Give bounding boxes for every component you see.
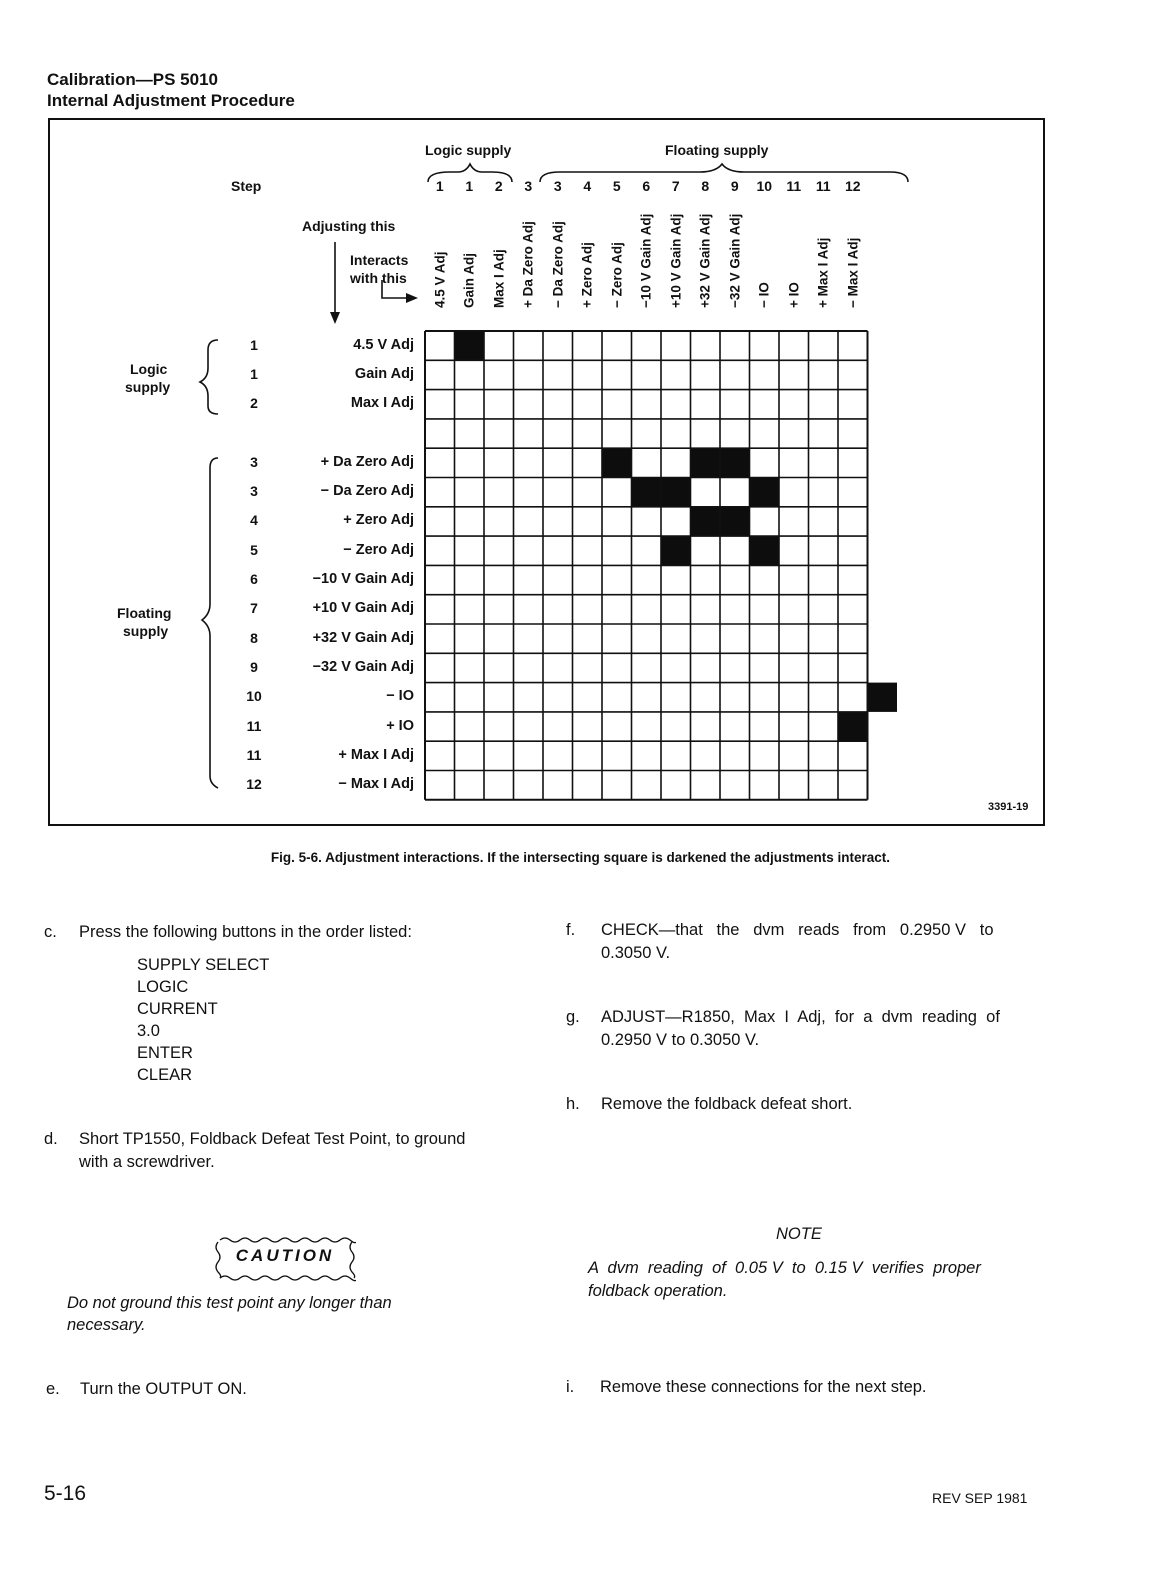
row-step-number: 3: [250, 453, 258, 470]
row-step-number: 12: [246, 776, 262, 793]
column-label-text: +32 V Gain Adj: [697, 213, 713, 308]
step-e-label: e.: [46, 1380, 60, 1398]
step-d-text-2: with a screwdriver.: [79, 1153, 215, 1171]
row-step-number: 1: [250, 365, 258, 382]
row-label: +32 V Gain Adj: [312, 629, 414, 646]
interaction-cell: [661, 478, 691, 507]
interaction-cell: [632, 478, 662, 507]
row-step-number: 2: [250, 395, 258, 412]
note-text-2: foldback operation.: [588, 1282, 728, 1300]
row-step-number: 11: [246, 717, 262, 734]
step-d-text-1: Short TP1550, Foldback Defeat Test Point, to ground: [79, 1130, 466, 1148]
button-list: [137, 954, 269, 1086]
row-label: − IO: [386, 688, 414, 705]
column-step-number: 5: [612, 178, 621, 194]
caution-box: [214, 1234, 356, 1278]
side-logic-2: supply: [125, 379, 171, 395]
step-h-text: Remove the foldback defeat short.: [601, 1095, 853, 1113]
column-label-text: − Max I Adj: [845, 237, 861, 308]
column-label-text: − Zero Adj: [609, 242, 625, 308]
column-step-number: 3: [553, 178, 562, 194]
step-g-text-2: 0.2950 V to 0.3050 V.: [601, 1031, 760, 1049]
step-g-text-1: ADJUST—R1850, Max I Adj, for a dvm reading of: [601, 1008, 1000, 1026]
column-step-number: 10: [756, 178, 773, 194]
step-e-text: Turn the OUTPUT ON.: [80, 1380, 247, 1398]
row-label: − Da Zero Adj: [320, 483, 414, 500]
step-f-text-2: 0.3050 V.: [601, 944, 671, 962]
row-label: − Max I Adj: [338, 776, 414, 793]
row-label: 4.5 V Adj: [353, 336, 414, 353]
row-label: −32 V Gain Adj: [312, 658, 414, 675]
button-item: LOGIC: [137, 978, 189, 996]
step-f-label: f.: [566, 921, 576, 939]
step-header: Step: [231, 178, 262, 194]
column-step-number: 4: [583, 178, 592, 194]
side-logic-1: Logic: [130, 361, 168, 377]
caution-text-2: necessary.: [67, 1316, 146, 1334]
interaction-cell: [455, 331, 485, 360]
interaction-cell: [868, 683, 898, 712]
interacts-label-1: Interacts: [350, 252, 409, 268]
button-item: ENTER: [137, 1044, 193, 1062]
note-text-1: A dvm reading of 0.05 V to 0.15 V verifies proper: [588, 1259, 981, 1277]
caution-text-1: Do not ground this test point any longer than: [67, 1294, 392, 1312]
interaction-cell: [720, 507, 750, 536]
page-number: 5-16: [44, 1482, 87, 1505]
row-label: + Da Zero Adj: [320, 453, 414, 470]
row-step-number: 11: [246, 746, 262, 763]
column-step-number: 11: [786, 178, 802, 194]
interaction-cell: [750, 536, 780, 565]
row-step-number: 5: [250, 541, 258, 558]
row-step-number: 6: [250, 571, 258, 588]
button-item: CLEAR: [137, 1066, 193, 1084]
interaction-cell: [602, 448, 632, 477]
header-subtitle: Internal Adjustment Procedure: [47, 91, 295, 110]
step-f-text-1: CHECK—that the dvm reads from 0.2950 V to: [601, 921, 994, 939]
column-step-number: 8: [701, 178, 710, 194]
step-d-label: d.: [44, 1130, 58, 1148]
row-step-number: 9: [250, 658, 258, 675]
row-step-number: 4: [250, 512, 258, 529]
row-step-number: 3: [250, 483, 258, 500]
column-label-text: − IO: [756, 282, 772, 308]
column-label-text: + IO: [786, 282, 802, 308]
column-label-text: Max I Adj: [491, 249, 507, 308]
row-step-number: 8: [250, 629, 258, 646]
button-item: CURRENT: [137, 1000, 218, 1018]
row-step-number: 10: [246, 688, 262, 705]
column-label-text: −32 V Gain Adj: [727, 213, 743, 308]
step-g-label: g.: [566, 1008, 580, 1026]
step-i-label: i.: [566, 1378, 575, 1396]
group-floating-label: Floating supply: [665, 142, 769, 158]
step-h-label: h.: [566, 1095, 580, 1113]
column-step-number: 2: [494, 178, 503, 194]
column-label-text: + Max I Adj: [815, 237, 831, 308]
column-step-number: 6: [642, 178, 651, 194]
side-float-1: Floating: [117, 605, 172, 621]
column-step-number: 12: [844, 178, 861, 194]
adjusting-label: Adjusting this: [302, 218, 396, 234]
column-label-text: 4.5 V Adj: [432, 251, 448, 308]
row-label: + Zero Adj: [343, 512, 414, 529]
column-label-text: Gain Adj: [461, 252, 477, 308]
interaction-cell: [838, 712, 868, 741]
interaction-cell: [691, 507, 721, 536]
interaction-cell: [720, 448, 750, 477]
column-label-text: −10 V Gain Adj: [638, 213, 654, 308]
group-logic-label: Logic supply: [425, 142, 512, 158]
button-item: 3.0: [137, 1022, 160, 1040]
button-item: SUPPLY SELECT: [137, 956, 270, 974]
row-step-number: 7: [250, 600, 258, 617]
row-label: + IO: [386, 717, 414, 734]
step-c-text: Press the following buttons in the order listed:: [79, 923, 412, 941]
note-title: NOTE: [776, 1225, 822, 1243]
figure-number: 3391-19: [988, 801, 1029, 813]
column-label-text: + Da Zero Adj: [520, 221, 536, 308]
figure-caption: Fig. 5-6. Adjustment interactions. If the intersecting square is darkened the adjustments interact.: [270, 850, 891, 865]
row-step-number: 1: [250, 336, 258, 353]
column-label-text: + Zero Adj: [579, 242, 595, 308]
column-step-number: 7: [671, 178, 680, 194]
revision: REV SEP 1981: [932, 1490, 1028, 1506]
column-step-number: 9: [730, 178, 739, 194]
row-label: +10 V Gain Adj: [312, 600, 414, 617]
interacts-label-2: with this: [350, 270, 407, 286]
row-label: Max I Adj: [350, 395, 414, 412]
row-label: + Max I Adj: [338, 746, 414, 763]
caution-title: CAUTION: [235, 1246, 335, 1265]
interaction-cell: [661, 536, 691, 565]
column-step-number: 1: [435, 178, 444, 194]
side-float-2: supply: [123, 623, 169, 639]
step-i-text: Remove these connections for the next step.: [600, 1378, 927, 1396]
column-label-text: − Da Zero Adj: [550, 221, 566, 308]
interaction-cell: [691, 448, 721, 477]
header-title: Calibration—PS 5010: [47, 70, 219, 89]
column-step-number: 3: [524, 178, 533, 194]
column-step-number: 11: [815, 178, 831, 194]
step-c-label: c.: [44, 923, 57, 941]
row-label: − Zero Adj: [343, 541, 414, 558]
column-label-text: +10 V Gain Adj: [668, 213, 684, 308]
row-label: Gain Adj: [354, 365, 414, 382]
column-step-number: 1: [465, 178, 474, 194]
interaction-cell: [750, 478, 780, 507]
row-label: −10 V Gain Adj: [312, 571, 414, 588]
